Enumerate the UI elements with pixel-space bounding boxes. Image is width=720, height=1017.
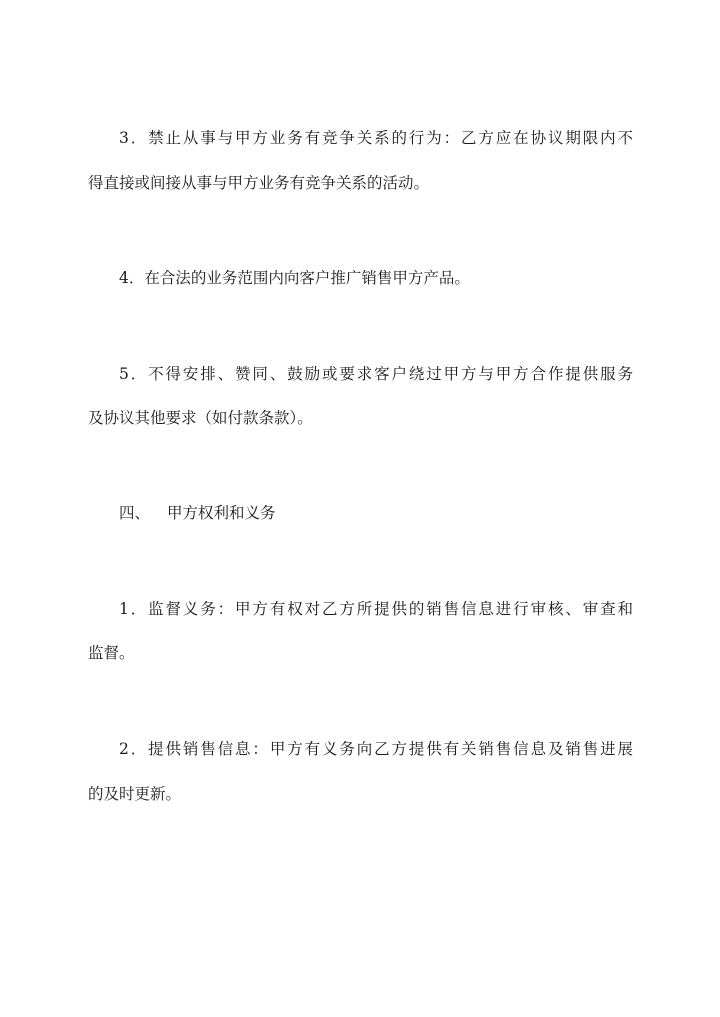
clause-4-line-1: 4．在合法的业务范围内向客户推广销售甲方产品。 [119,269,470,287]
clause-3-line-1: 3．禁止从事与甲方业务有竞争关系的行为：乙方应在协议期限内不 [119,129,633,147]
section-heading-title: 甲方权利和义务 [167,504,276,522]
section-heading-number: 四、 [119,504,151,522]
clause-3-line-2: 得直接或间接从事与甲方业务有竞争关系的活动。 [88,174,430,192]
section-clause-1-line-2: 监督。 [88,644,135,662]
section-heading [119,503,519,523]
clause-5-line-2: 及协议其他要求（如付款条款）。 [88,409,313,427]
section-clause-1-line-1: 1．监督义务：甲方有权对乙方所提供的销售信息进行审核、审查和 [119,600,633,618]
section-clause-2-line-2: 的及时更新。 [88,785,182,803]
section-clause-2-line-1: 2．提供销售信息：甲方有义务向乙方提供有关销售信息及销售进展 [119,740,633,758]
clause-5-line-1: 5．不得安排、赞同、鼓励或要求客户绕过甲方与甲方合作提供服务 [119,365,633,383]
